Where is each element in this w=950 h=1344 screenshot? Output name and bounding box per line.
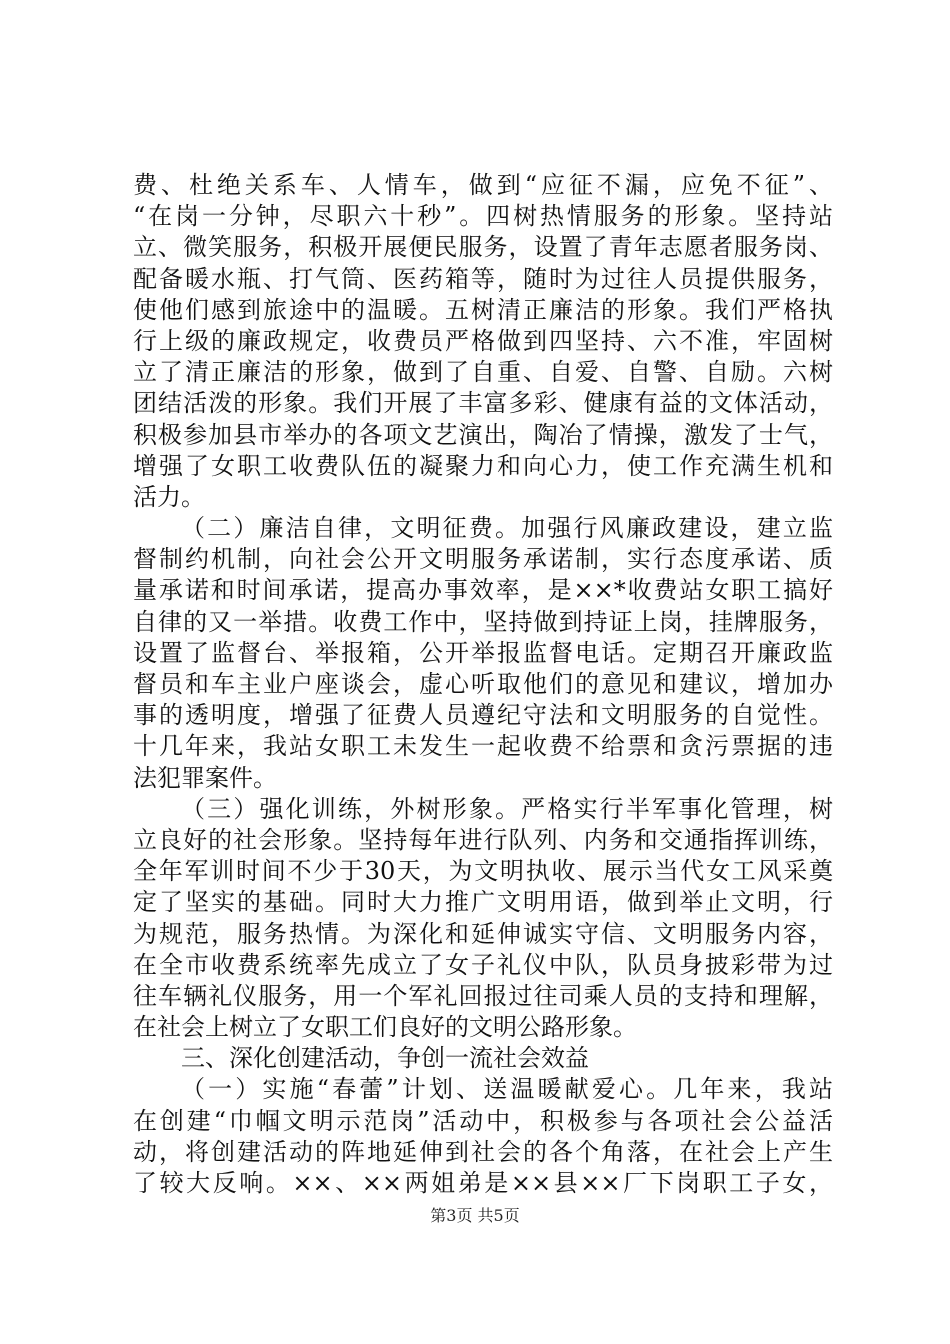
text-line: 在全市收费系统率先成立了女子礼仪中队，队员身披彩带为过 (133, 950, 833, 979)
text-line: 全年军训时间不少于30天，为文明执收、展示当代女工风采奠 (133, 857, 833, 886)
text-line: 十几年来，我站女职工未发生一起收费不给票和贪污票据的违 (133, 732, 833, 761)
text-line: 设置了监督台、举报箱，公开举报监督电话。定期召开廉政监 (133, 638, 833, 667)
text-line: 使他们感到旅途中的温暖。五树清正廉洁的形象。我们严格执 (133, 295, 833, 324)
text-line: 定了坚实的基础。同时大力推广文明用语，做到举止文明，行 (133, 888, 833, 917)
text-line: 法犯罪案件。 (133, 763, 277, 792)
text-line: 在创建“巾帼文明示范岗”活动中，积极参与各项社会公益活 (133, 1106, 833, 1135)
section-heading: 三、深化创建活动，争创一流社会效益 (181, 1044, 589, 1073)
text-line: 费、杜绝关系车、人情车，做到“应征不漏，应免不征”、 (133, 171, 833, 199)
section-paragraph-start: （二）廉洁自律，文明征费。加强行风廉政建设，建立监 (181, 514, 833, 543)
text-line: 在社会上树立了女职工们良好的文明公路形象。 (133, 1013, 637, 1042)
text-line: 配备暖水瓶、打气筒、医药箱等，随时为过往人员提供服务， (133, 264, 833, 293)
text-line: 积极参加县市举办的各项文艺演出，陶冶了情操，激发了士气， (133, 420, 833, 449)
text-line: 督员和车主业户座谈会，虚心听取他们的意见和建议，增加办 (133, 670, 833, 698)
text-line: 团结活泼的形象。我们开展了丰富多彩、健康有益的文体活动， (133, 389, 833, 418)
text-line: 增强了女职工收费队伍的凝聚力和向心力，使工作充满生机和 (133, 451, 833, 480)
text-line: 活力。 (133, 482, 205, 511)
text-line: 自律的又一举措。收费工作中，坚持做到持证上岗，挂牌服务， (133, 607, 833, 636)
text-line: 行上级的廉政规定，收费员严格做到四坚持、六不准，牢固树 (133, 326, 833, 355)
text-line: 往车辆礼仪服务，用一个军礼回报过往司乘人员的支持和理解， (133, 981, 833, 1010)
text-line: 动，将创建活动的阵地延伸到社会的各个角落，在社会上产生 (133, 1137, 833, 1166)
page-number-footer: 第3页 共5页 (430, 1206, 520, 1225)
document-body (133, 170, 833, 1199)
section-paragraph-start: （三）强化训练，外树形象。严格实行半军事化管理，树 (181, 794, 833, 823)
text-line: “在岗一分钟，尽职六十秒”。四树热情服务的形象。坚持站 (133, 202, 833, 231)
text-line: 督制约机制，向社会公开文明服务承诺制，实行态度承诺、质 (133, 545, 833, 574)
text-line: 立了清正廉洁的形象，做到了自重、自爱、自警、自励。六树 (133, 358, 833, 387)
text-line: 事的透明度，增强了征费人员遵纪守法和文明服务的自觉性。 (133, 701, 833, 730)
text-line: 立良好的社会形象。坚持每年进行队列、内务和交通指挥训练， (133, 825, 833, 854)
text-line: 立、微笑服务，积极开展便民服务，设置了青年志愿者服务岗、 (133, 233, 833, 262)
text-line: 为规范，服务热情。为深化和延伸诚实守信、文明服务内容， (133, 919, 833, 948)
section-paragraph-start: （一）实施“春蕾”计划、送温暖献爱心。几年来，我站 (181, 1075, 833, 1104)
text-line: 了较大反响。××、××两姐弟是××县××厂下岗职工子女， (133, 1169, 833, 1197)
text-line: 量承诺和时间承诺，提高办事效率，是××*收费站女职工搞好 (133, 576, 833, 605)
